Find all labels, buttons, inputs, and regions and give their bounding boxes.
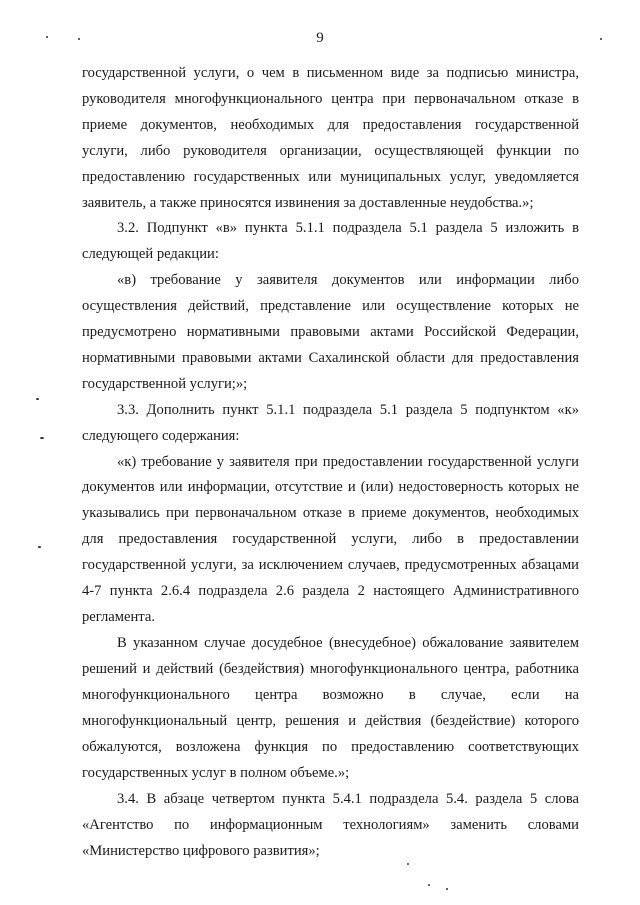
text-line: «Агентство по информационным технологиям» заменить словами <box>82 817 579 833</box>
scan-speck <box>78 38 80 40</box>
text-line: документов или информации, отсутствие и (или) недостоверность которых не <box>82 479 579 495</box>
text-line: 3.3. Дополнить пункт 5.1.1 подраздела 5.1 раздела 5 подпунктом «к» <box>117 402 579 418</box>
text-line: следующей редакции: <box>82 246 219 262</box>
text-line: государственной услуги, о чем в письменном виде за подписью министра, <box>82 65 579 81</box>
text-line: В указанном случае досудебное (внесудебное) обжалование заявителем <box>117 635 579 651</box>
text-line: руководителя многофункционального центра при первоначальном отказе в <box>82 91 579 107</box>
text-line: заявитель, а также приносятся извинения за доставленные неудобства.»; <box>82 195 534 211</box>
scan-speck <box>446 888 448 890</box>
text-line: «Министерство цифрового развития»; <box>82 843 320 859</box>
text-line: государственной услуги;»; <box>82 376 248 392</box>
text-line: обжалуются, возложена функция по предоставлению соответствующих <box>82 739 579 755</box>
text-line: осуществления действий, представление или осуществление которых не <box>82 298 579 314</box>
text-line: 4-7 пункта 2.6.4 подраздела 2.6 раздела 2 настоящего Административного <box>82 583 579 599</box>
text-line: государственных услуг в полном объеме.»; <box>82 765 350 781</box>
text-line: «в) требование у заявителя документов или информации либо <box>117 272 579 288</box>
scan-speck <box>407 863 409 865</box>
page-number: 9 <box>316 30 324 46</box>
scan-speck <box>428 884 430 886</box>
text-line: приеме документов, необходимых для предоставления государственной <box>82 117 579 133</box>
scan-speck <box>36 398 39 400</box>
scan-speck <box>600 38 602 40</box>
text-line: указывались при первоначальном отказе в приеме документов, необходимых <box>82 505 579 521</box>
text-line: для предоставления государственной услуги, либо в предоставлении <box>82 531 579 547</box>
text-line: 3.2. Подпункт «в» пункта 5.1.1 подраздела 5.1 раздела 5 изложить в <box>117 220 579 236</box>
text-line: многофункциональный центр, решения и действия (бездействие) которого <box>82 713 579 729</box>
text-line: предусмотрено нормативными правовыми актами Российской Федерации, <box>82 324 579 340</box>
text-line: многофункционального центра возможно в случае, если на <box>82 687 579 703</box>
text-line: регламента. <box>82 609 155 625</box>
scan-speck <box>40 437 44 439</box>
text-line: предоставлению государственных или муниципальных услуг, уведомляется <box>82 169 579 185</box>
text-line: нормативными правовыми актами Сахалинской области для предоставления <box>82 350 579 366</box>
text-line: 3.4. В абзаце четвертом пункта 5.4.1 подраздела 5.4. раздела 5 слова <box>117 791 579 807</box>
text-line: государственной услуги, за исключением случаев, предусмотренных абзацами <box>82 557 579 573</box>
text-line: решений и действий (бездействия) многофункционального центра, работника <box>82 661 579 677</box>
scan-speck <box>46 36 48 38</box>
text-line: услуги, либо руководителя организации, осуществляющей функции по <box>82 143 579 159</box>
text-line: следующего содержания: <box>82 428 240 444</box>
scan-speck <box>38 546 41 548</box>
text-line: «к) требование у заявителя при предоставлении государственной услуги <box>117 454 579 470</box>
